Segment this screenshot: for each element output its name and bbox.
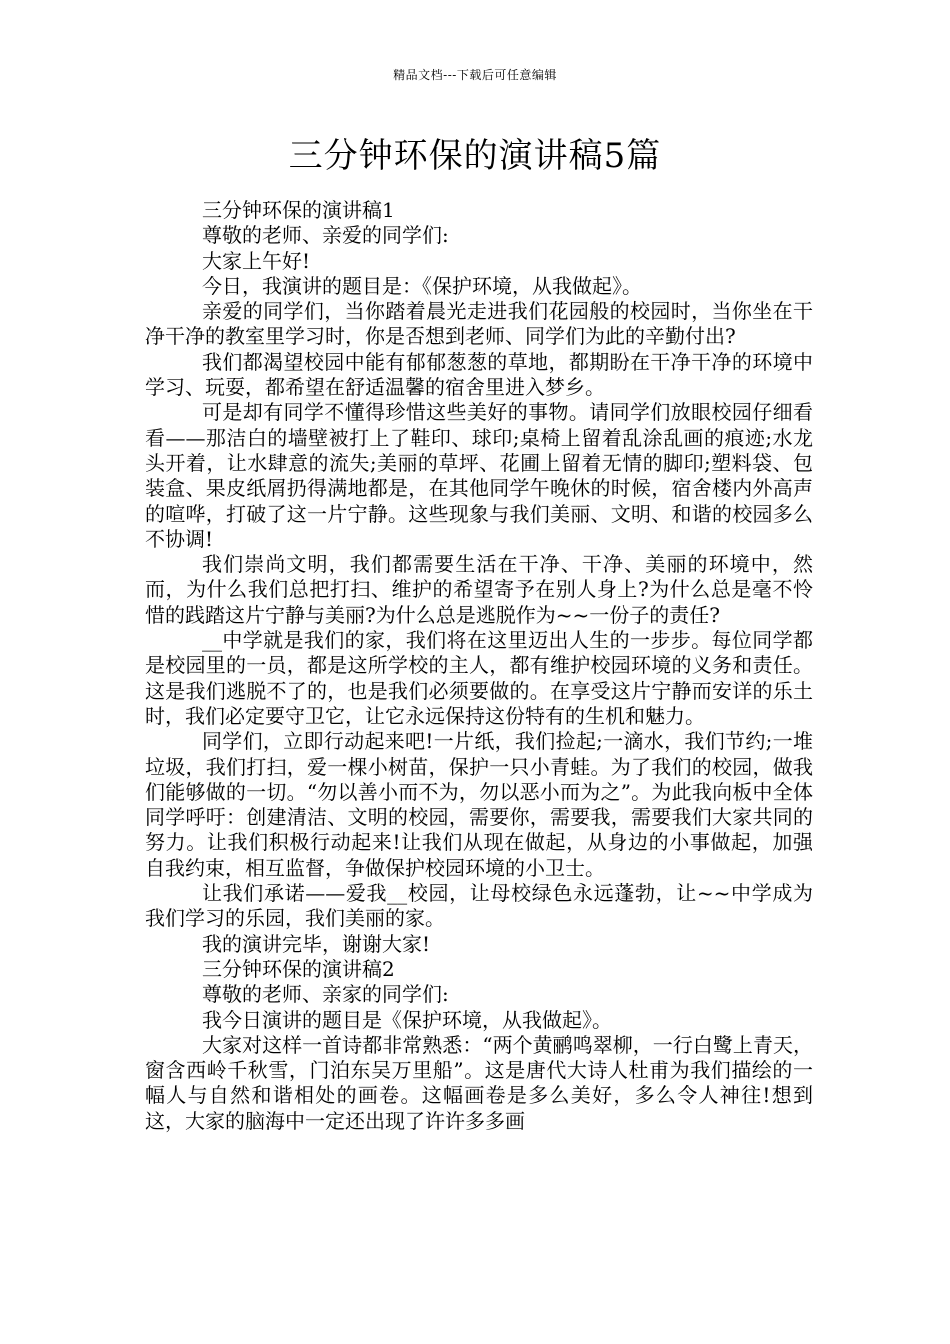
paragraph: 我们崇尚文明，我们都需要生活在干净、干净、美丽的环境中，然而，为什么我们总把打扫、维护的希望寄予在别人身上?为什么总是毫不怜惜的践踏这片宁静与美丽?为什么总是逃脱作为~~一份子的责任? [145, 552, 813, 627]
speech-topic: 我今日演讲的题目是《保护环境，从我做起》。 [202, 1007, 612, 1032]
document-title: 三分钟环保的演讲稿5篇 [288, 136, 662, 176]
paragraph: 可是却有同学不懂得珍惜这些美好的事物。请同学们放眼校园仔细看看——那洁白的墙壁被打上了鞋印、球印;桌椅上留着乱涂乱画的痕迹;水龙头开着，让水肆意的流失;美丽的草坪、花圃上留着无情的脚印;塑料袋、包装盒、果皮纸屑扔得满地都是，在其他同学午晚休的时候，宿舍楼内外高声的喧哗，打破了这一片宁静。这些现象与我们美丽、文明、和谐的校园多么不协调! [145, 400, 813, 551]
salutation: 尊敬的老师、亲爱的同学们: [202, 223, 449, 248]
greeting: 大家上午好! [202, 248, 311, 273]
speech-2-heading: 三分钟环保的演讲稿2 [202, 956, 395, 981]
paragraph: 亲爱的同学们，当你踏着晨光走进我们花园般的校园时，当你坐在干净干净的教室里学习时，你是否想到老师、同学们为此的辛勤付出? [145, 299, 813, 349]
document-body [145, 198, 813, 1134]
salutation: 尊敬的老师、亲家的同学们: [202, 982, 449, 1007]
paragraph: 我们都渴望校园中能有郁郁葱葱的草地，都期盼在干净干净的环境中学习、玩耍，都希望在舒适温馨的宿舍里进入梦乡。 [145, 349, 813, 400]
paragraph: 大家对这样一首诗都非常熟悉：“两个黄鹂鸣翠柳，一行白鹭上青天，窗含西岭千秋雪，门泊东吴万里船”。这是唐代大诗人杜甫为我们描绘的一幅人与自然和谐相处的画卷。这幅画卷是多么美好，多么令人神往!想到这，大家的脑海中一定还出现了许许多多画 [145, 1032, 813, 1133]
speech-topic: 今日，我演讲的题目是：《保护环境，从我做起》。 [202, 273, 642, 298]
closing-line: 我的演讲完毕，谢谢大家! [202, 931, 431, 956]
speech-1-heading: 三分钟环保的演讲稿1 [202, 198, 395, 222]
paragraph: __中学就是我们的家，我们将在这里迈出人生的一步步。每位同学都是校园里的一员，都是这所学校的主人，都有维护校园环境的义务和责任。这是我们逃脱不了的，也是我们必须要做的。在享受这片宁静而安详的乐土时，我们必定要守卫它，让它永远保持这份特有的生机和魅力。 [145, 628, 813, 728]
paragraph: 让我们承诺——爱我__校园，让母校绿色永远蓬勃，让~~中学成为我们学习的乐园，我们美丽的家。 [145, 881, 813, 931]
header-note: 精品文档---下载后可任意编辑 [393, 68, 557, 82]
paragraph: 同学们，立即行动起来吧!一片纸，我们捡起;一滴水，我们节约;一堆垃圾，我们打扫，爱一棵小树苗，保护一只小青蛙。为了我们的校园，做我们能够做的一切。“勿以善小而不为，勿以恶小而为之”。为此我向板中全体同学呼吁：创建清洁、文明的校园，需要你，需要我，需要我们大家共同的努力。让我们积极行动起来!让我们从现在做起，从身边的小事做起，加强自我约束，相互监督，争做保护校园环境的小卫士。 [145, 729, 813, 880]
